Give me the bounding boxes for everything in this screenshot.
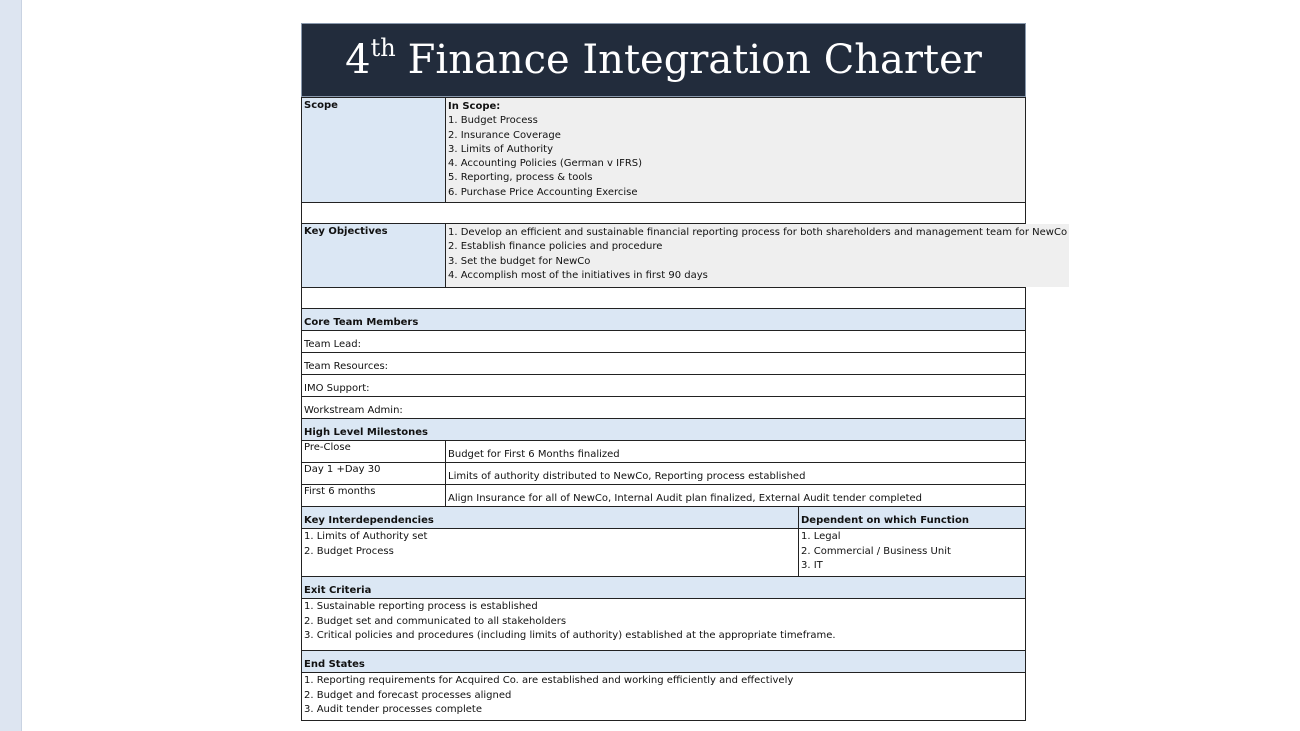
interdependencies-body	[302, 528, 1025, 576]
objective-item: 4. Accomplish most of the initiatives in first 90 days	[448, 269, 708, 281]
charter-document	[301, 23, 1068, 721]
interdependencies-header-row	[302, 506, 1025, 528]
exit-item: 2. Budget set and communicated to all stakeholders	[304, 615, 567, 627]
exit-item: 3. Critical policies and procedures (including limits of authority) established at the appropriate timeframe.	[304, 629, 836, 641]
scope-item: 1. Budget Process	[448, 115, 538, 127]
interdependency-item: 1. Limits of Authority set	[304, 531, 428, 543]
milestone-phase: Day 1 +Day 30	[302, 463, 446, 484]
scope-item: 2. Insurance Coverage	[448, 129, 561, 141]
function-item: 2. Commercial / Business Unit	[801, 545, 951, 557]
team-lead-field: Team Lead:	[302, 330, 1025, 352]
end-state-item: 1. Reporting requirements for Acquired Co. are established and working efficiently and effectively	[304, 675, 794, 687]
charter-table	[301, 97, 1068, 721]
title-ordinal: 4	[345, 37, 371, 83]
dependent-function-list	[799, 529, 1025, 576]
end-states-header: End States	[302, 650, 1025, 672]
slide-border	[21, 0, 22, 731]
title-text: Finance Integration Charter	[407, 37, 982, 83]
interdependency-item: 2. Budget Process	[304, 545, 394, 557]
slide-panel-strip	[0, 0, 21, 731]
objective-item: 3. Set the budget for NewCo	[448, 255, 591, 267]
objectives-row	[302, 223, 1068, 287]
milestone-row	[302, 462, 1025, 484]
milestone-desc: Budget for First 6 Months finalized	[448, 449, 620, 461]
objectives-content	[446, 224, 1069, 287]
interdependencies-list	[302, 529, 799, 576]
scope-row	[302, 97, 1025, 202]
interdependencies-header: Key Interdependencies	[302, 507, 799, 528]
scope-item: 6. Purchase Price Accounting Exercise	[448, 186, 638, 198]
exit-criteria-header: Exit Criteria	[302, 576, 1025, 598]
function-item: 1. Legal	[801, 531, 841, 543]
scope-item: 5. Reporting, process & tools	[448, 172, 593, 184]
end-state-item: 3. Audit tender processes complete	[304, 703, 483, 715]
objective-item: 1. Develop an efficient and sustainable financial reporting process for both shareholders and management team for NewCo	[448, 227, 1068, 239]
milestone-row	[302, 440, 1025, 462]
milestone-desc: Limits of authority distributed to NewCo, Reporting process established	[448, 471, 806, 483]
exit-criteria-list	[302, 598, 1025, 650]
milestone-desc: Align Insurance for all of NewCo, Internal Audit plan finalized, External Audit tender completed	[448, 493, 923, 505]
function-item: 3. IT	[801, 559, 823, 571]
scope-item: 4. Accounting Policies (German v IFRS)	[448, 158, 643, 170]
objectives-label: Key Objectives	[302, 224, 446, 287]
team-header: Core Team Members	[302, 308, 1025, 330]
milestones-header: High Level Milestones	[302, 418, 1025, 440]
title-suffix: th	[370, 34, 396, 62]
imo-support-field: IMO Support:	[302, 374, 1025, 396]
scope-heading: In Scope:	[448, 101, 501, 112]
exit-item: 1. Sustainable reporting process is established	[304, 601, 538, 613]
team-resources-field: Team Resources:	[302, 352, 1025, 374]
workstream-admin-field: Workstream Admin:	[302, 396, 1025, 418]
objective-item: 2. Establish finance policies and procedure	[448, 241, 663, 253]
spacer-row	[302, 287, 1025, 308]
scope-label: Scope	[302, 98, 446, 202]
spacer-row	[302, 202, 1025, 223]
scope-content	[446, 98, 1025, 202]
end-state-item: 2. Budget and forecast processes aligned	[304, 689, 512, 701]
page-title	[301, 23, 1026, 97]
end-states-list	[302, 672, 1025, 720]
milestone-row	[302, 484, 1025, 506]
dependent-function-header: Dependent on which Function	[801, 515, 969, 527]
milestone-phase: First 6 months	[302, 485, 446, 506]
milestone-phase: Pre-Close	[302, 441, 446, 462]
scope-item: 3. Limits of Authority	[448, 143, 553, 155]
